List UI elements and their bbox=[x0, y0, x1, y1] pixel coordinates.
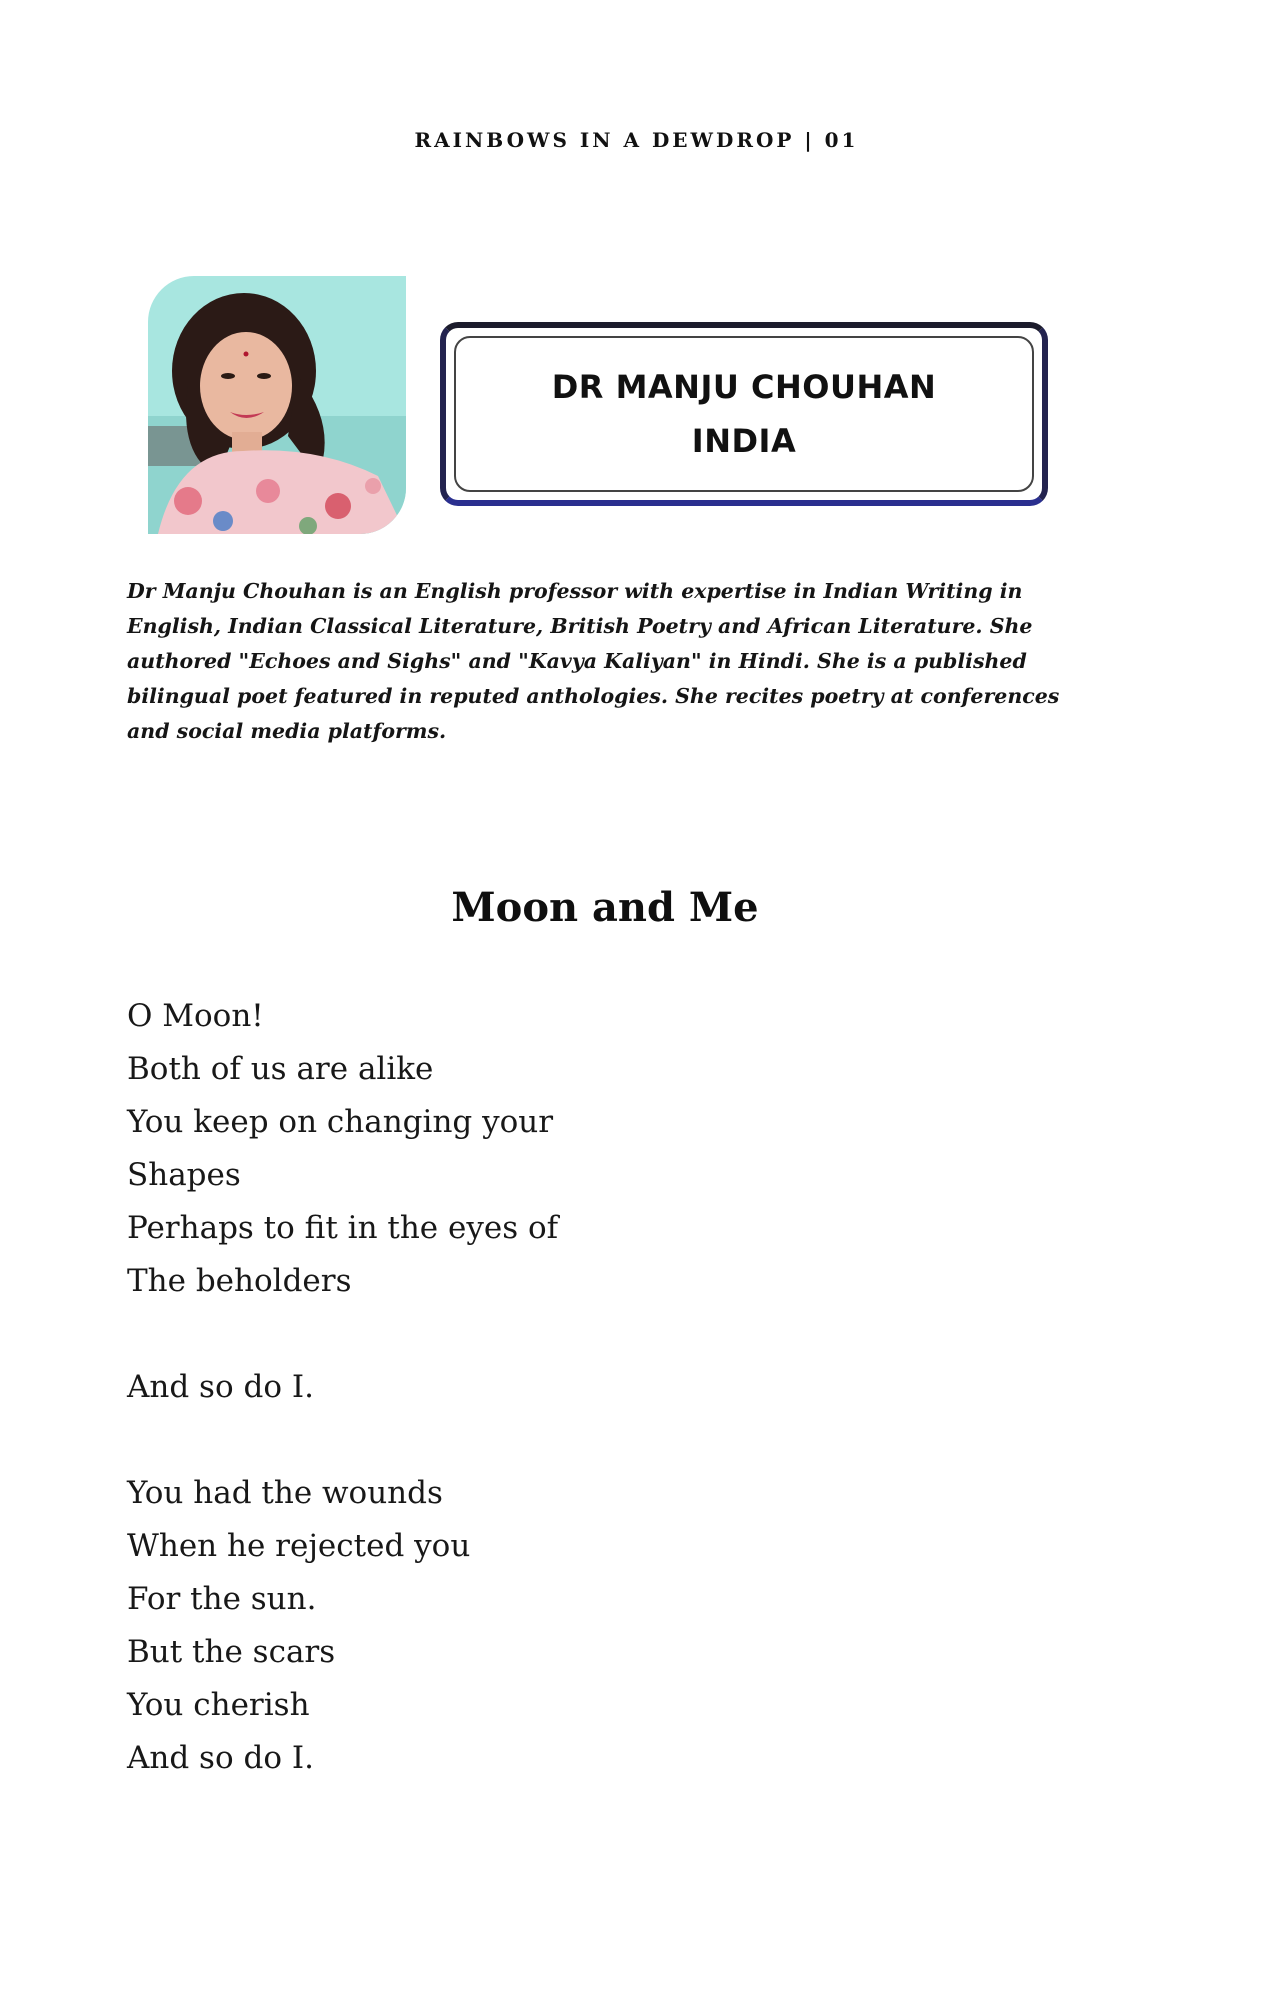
poem-line: And so do I. bbox=[127, 1740, 314, 1776]
author-country: INDIA bbox=[691, 422, 797, 460]
author-photo bbox=[148, 276, 406, 534]
poem-stanza-break bbox=[127, 1414, 1027, 1467]
poem-line: For the sun. bbox=[127, 1581, 317, 1617]
poem-line: Shapes bbox=[127, 1157, 241, 1193]
author-bio: Dr Manju Chouhan is an English professor with expertise in Indian Writing in English, Indian Classical Literature, British Poetry and African Literature. She authored "Echoes and Sighs" and "Kavya Kaliyan" in Hindi. She is a published bilingual poet featured in reputed anthologies. She recites poetry at conferences and social media platforms. bbox=[127, 579, 1060, 743]
poem-body bbox=[127, 990, 1027, 1785]
poem-line: You cherish bbox=[127, 1687, 310, 1723]
poem-line: The beholders bbox=[127, 1263, 352, 1299]
author-name-card bbox=[440, 322, 1048, 506]
poem-line: Perhaps to fit in the eyes of bbox=[127, 1210, 559, 1246]
poem-line: When he rejected you bbox=[127, 1528, 471, 1564]
poem-line: O Moon! bbox=[127, 998, 264, 1034]
poem-title: Moon and Me bbox=[451, 884, 759, 931]
running-header: RAINBOWS IN A DEWDROP | 01 bbox=[414, 128, 859, 152]
poem-line: You keep on changing your bbox=[127, 1104, 554, 1140]
poem-stanza-break bbox=[127, 1308, 1027, 1361]
poem-line: You had the wounds bbox=[127, 1475, 443, 1511]
poem-line: Both of us are alike bbox=[127, 1051, 434, 1087]
poem-line: But the scars bbox=[127, 1634, 336, 1670]
author-name: DR MANJU CHOUHAN bbox=[551, 368, 937, 406]
author-name-card-inner bbox=[454, 336, 1034, 492]
poem-line: And so do I. bbox=[127, 1369, 314, 1405]
